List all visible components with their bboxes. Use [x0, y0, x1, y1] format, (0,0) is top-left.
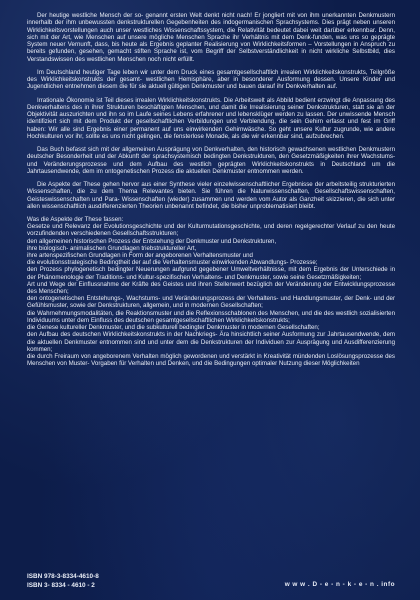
paragraph-book-topic: Das Buch befasst sich mit der allgemeinen Ausprägung von Denkverhalten, den historisch gewachsenen westlichen Denkmustern deutscher Besonderheit und der Abkunft der sprachsystemisch bedingten Denkstrukturen, den Gesetzmäßigkeiten ihrer Wachstums- und Veränderungsprozesse und dem Aufbau des westlich geprägten Wirklichkeitskonstrukts in Deutschland um die Jahrtausendwende, dem im ontogenetischen Prozess die aktuellen Denkmuster entnommen werden. — [27, 146, 395, 175]
paragraph-germany: Im Deutschland heutiger Tage leben wir unter dem Druck eines gesamtgesellschaftlich irrealen Wirklichkeitskonstrukts, Teilgröße des Wirklichkeitskonstrukts der gesamt- westlichen Hemisphäre, aber in besonderer Ausformung dessen. Unsere Kinder und Jugendlichen entnehmen diesem die für sie aktuell gültigen Denkmuster und bauen darauf ihr Denkverhalten auf. — [27, 68, 395, 91]
intro-paragraph: Der heutige westliche Mensch der so- genannt ersten Welt denkt nicht nach! Er jongliert mit von ihm unerkannten Denkmustern innerhalb der ihm unbewussten denkstrukturellen Gegebenheiten des indogermanischen Sprachsystems. Dies prägt neben unseren Wirklichkeitsvorstellungen auch unser westliches Wissenschaftssystem, die Relativität bedeutet dabei weit darüber erkennbar. Denn, sich mit der Art, wie Menschen auf unsere mögliche Menschen Sprache ihr Verhältnis mit dem Denk-funden, was uns so geprägte System neuer Vernunft, dass, bis heute als Ergebnis geplanter Realisierung von Wirklichkeitsformen – Vorstellungen in Anspruch zu bereits gefunden, gesehen, gemacht stiften Sprache ist, vom Begriff der Selbstverständlichkeit in nicht wirkliche Selbstbild, dies Verstandswissen des westlichen Menschen noch nicht erfüllt. — [27, 12, 395, 63]
isbn-10: ISBN 3- 8334 - 4610 - 2 — [27, 582, 95, 589]
list-item: den Aufbau des deutschen Wirklichkeitskonstrukts in der Nachkriegs- Ära hinsichtlich seiner Ausformung zur Jahrtausendwende, dem die aktuellen Denkmuster entnommen sind und unter dem die Denkstrukturen der Individuen zur Ausprägung und Ausdifferenzierung kommen; — [27, 331, 395, 353]
list-item: ihre biologisch- animalischen Grundlagen triebstruktureller Art, — [27, 244, 197, 252]
list-item: die Genese kultureller Denkmuster, und die subkulturell bedingter Denkmuster in modernen Gesellschaften; — [27, 324, 320, 332]
list-item: die evolutionsstrategische Bedingtheit der auf die Verhaltensmuster einwirkenden Abwandlungs- Prozesse; — [27, 259, 318, 267]
isbn-block — [27, 572, 395, 590]
isbn-13: ISBN 978-3-8334-4610-8 — [27, 573, 99, 580]
aspects-list — [27, 223, 395, 367]
website-url: w w w . D - e - n - k - e - n . info — [284, 581, 395, 588]
paragraph-economy: Irrationale Ökonomie ist Teil dieses irrealen Wirklichkeitskonstrukts. Die Arbeitswelt als Abbild bedient erzwingt die Anpassung des Denkverhaltens des in ihrer Strukturen beschäftigten Menschen, und damit die Irrealisierung seiner Denkstrukturen, statt sie an der Objektivität auszurichten und ihn so im Laufe seines Lebens erfahrener und lebensklüger werden zu lassen. Der unwissende Mensch identifiziert sich mit dem Produkt der gesellschaftlichen Verbildungen und Verblendung, die sein Gehirn erfasst und fest im Griff haben: Wir alle sind Ergebnis einer permanent auf uns einwirkenden Gehirnwäsche. So geht unsere Kultur zugrunde, wie andere Hochkulturen vor ihr, sollte es uns nicht gelingen, die fensterlose Monade, als die wir erkennbar sind, aufzubrechen. — [27, 96, 395, 140]
back-cover-text — [27, 12, 395, 592]
list-item: die Wahrnehmungsmodalitäten, die Reaktionsmuster und die Reflexionsschablonen des Menschen, und die des westlich sozialisierten Individuums unter dem Einfluss des deutschen gesamtgesellschaftlichen Wirklichkeitskonstrukts; — [27, 309, 395, 324]
list-heading: Was die Aspekte der These fassen: — [27, 216, 124, 223]
list-item: die durch Freiraum von angeborenem Verhalten möglich gewordenen und verstärkt in Kreativität mündenden Loslösungsprozesse des Menschen von Muster- Vorgaben für Verhalten und Denken, und die Bedingungen optimaler Nutzung dieser Möglichkeiten — [27, 352, 395, 368]
list-item: den allgemeinen historischen Prozess der Entstehung der Denkmuster und Denkstrukturen, — [27, 237, 277, 245]
paragraph-thesis: Die Aspekte der These gehen hervor aus einer Synthese vieler einzelwissenschaftlicher Ergebnisse der arbeitsteilig strukturierten Wissenschaften, die zu dem Thema Relevantes bieten. Sie führen die Naturwissenschaften, Gesellschaftswissenschaften, Geisteswissenschaften und Para- Wissenschaften (wieder) zusammen und werden vom Autor als Ganzheit skizzieren, die sich unter allen wissenschaftlich ausdifferenzierten Theorien unbenannt befindet, die bisher unproblematisiert bleibt. — [27, 181, 395, 210]
list-item: den ontogenetischen Entstehungs-, Wachstums- und Veränderungsprozess der Verhaltens- und Handlungsmuster, der Denk- und der Gefühlsmuster, sowie der Denkstrukturen, allgemein, und in modernen Gesellschaften; — [27, 295, 395, 310]
list-item: Art und Wege der Einflussnahme der Kräfte des Geistes und ihren Stellenwert bezüglich der Veränderung der Entwicklungsprozesse des Menschen; — [27, 280, 395, 296]
list-item: Gesetze und Relevanz der Evolutionsgeschichte und der Kulturmutationsgeschichte, und deren regelgerechter Verlauf zu den heute vorzufindenden verschiedenen Gesellschaftsstrukturen; — [27, 223, 395, 238]
list-item: ihre artenspezifischen Grundlagen in Form der angeborenen Verhaltensmuster und — [27, 252, 253, 260]
list-item: den Prozess phylogenetisch bedingter Neuerungen aufgrund gegebener Umweltverhältnisse, mit dem Ergebnis der Unterschiede in der Phänomenologie der Traditions- und Kultur-spezifischen Verhaltens- und Denkmuster, sowie seine Gesetzmäßigkeiten; — [27, 266, 395, 281]
